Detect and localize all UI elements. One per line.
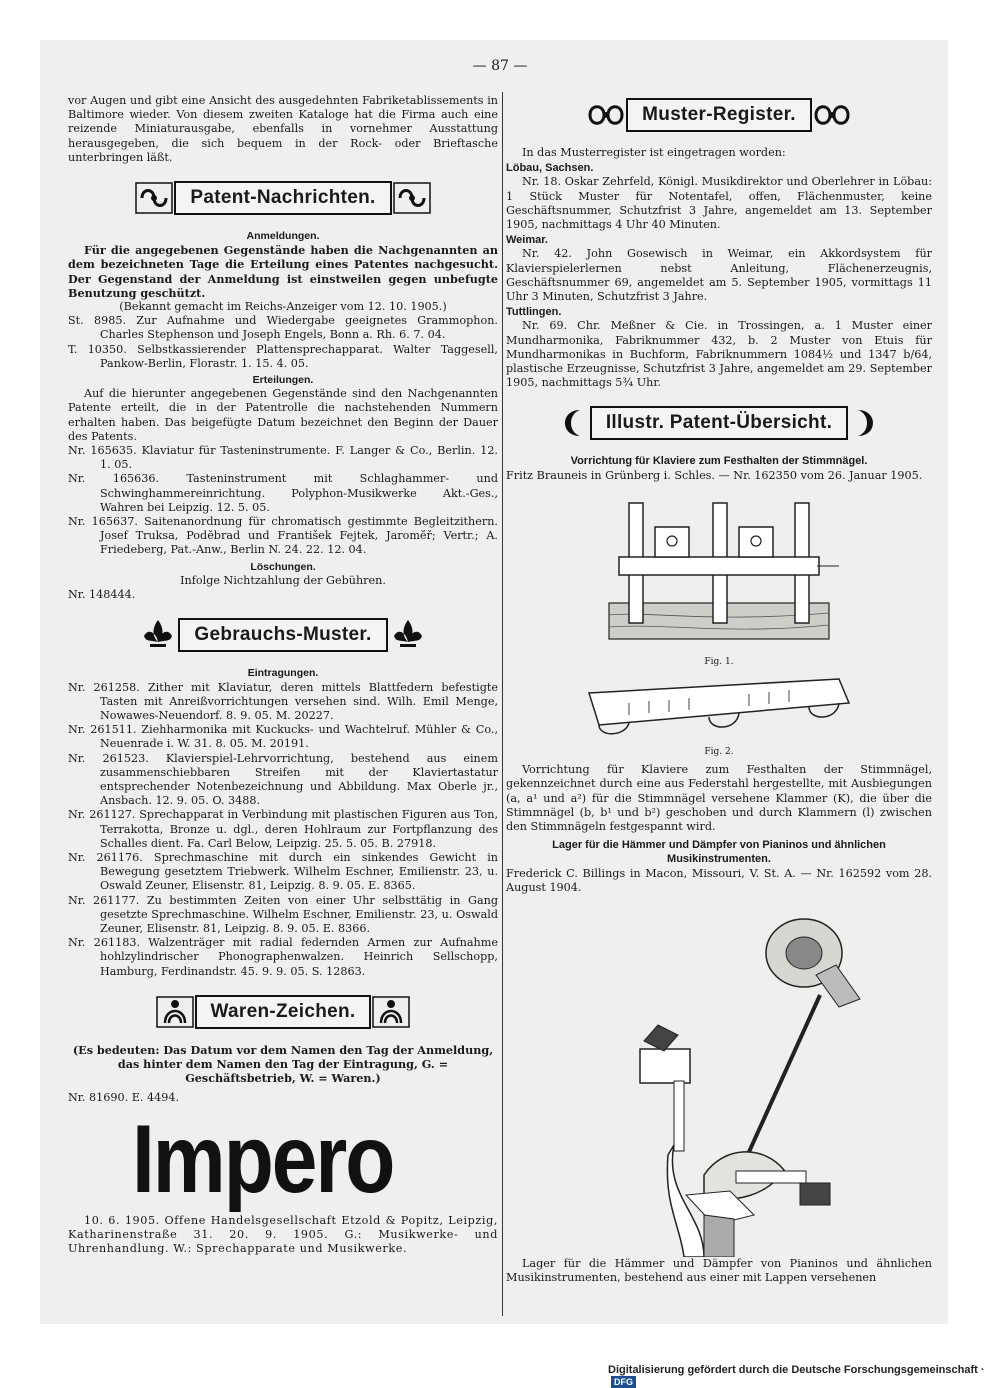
gebrauchs-muster-header: [68, 616, 498, 654]
ornament-left-icon: [155, 993, 195, 1031]
fleur-de-lis-left-icon: [138, 616, 178, 654]
patent-item1-title: Vorrichtung für Klaviere zum Festhalten der Stimmnägel.: [570, 455, 868, 468]
loeschungen-text: Infolge Nichtzahlung der Gebühren.: [180, 573, 386, 587]
list-item: Nr. 42. John Gosewisch in Weimar, ein Akkordsystem für Klavierspielerlernen nebst Anleitung, Flächenerzeugnis, Geschäftsnummer 69, angemeldet am 5. September 1905, vormittags 11 Uhr 3 Minuten, Schutzfrist 3 Jahre.: [506, 247, 932, 304]
anmeldungen-subheading: Anmeldungen.: [246, 230, 320, 243]
right-column: [506, 94, 932, 1286]
patent-item2-description: Lager für die Hämmer und Dämpfer von Pianinos und ähnlichen Musikinstrumenten, bestehend aus einer mit Lappen versehenen: [506, 1257, 932, 1285]
figure-2-spring-clamp: [569, 673, 869, 743]
page-number: — 87 —: [472, 58, 528, 74]
list-item: Nr. 261258. Zither mit Klaviatur, deren mittels Blattfedern befestigte Tasten mit Anreißvorrichtungen versehen sind. Wilh. Emil Menge, Nowawes-Neuendorf. 8. 9. 05. M. 20227.: [68, 680, 498, 722]
eintragungen-subheading: Eintragungen.: [247, 667, 319, 680]
anmeldungen-note: (Bekannt gemacht im Reichs-Anzeiger vom 12. 10. 1905.): [119, 300, 447, 314]
list-item: Nr. 69. Chr. Meßner & Cie. in Trossingen, a. 1 Muster einer Mundharmonika, Fabriknummer 432, b. 2 Muster von Etuis für Mundharmonikas in Buchform, Fabriknummern 1084½ und 1347 b/64, plastische Erzeugnisse, Schutzfrist 3 Jahre, angemeldet am 29. September 1905, nachmittags 5¾ Uhr.: [506, 319, 932, 390]
intro-paragraph: vor Augen und gibt eine Ansicht des ausgedehnten Fabriketablissements in Baltimore wieder. Von diesem zweiten Kataloge hat die Firma auch eine reizende Miniaturausgabe, ebenfalls in vornehmer Ausstattung herausgegeben, die sich bequem in der Rock- oder Brieftasche unterbringen läßt.: [68, 94, 498, 164]
fleur-de-lis-right-icon: [388, 616, 428, 654]
left-column: [68, 94, 498, 1256]
list-item: Nr. 148444.: [68, 588, 136, 602]
trademark-wordmark: Impero: [132, 1105, 394, 1213]
place-heading: Weimar.: [506, 234, 548, 247]
loeschungen-subheading: Löschungen.: [250, 560, 316, 573]
waren-zeichen-note: (Es bedeuten: Das Datum vor dem Namen den Tag der Anmeldung, das hinter dem Namen den Tag der Eintragung, G. = Geschäftsbetrieb, W. = Waren.): [72, 1042, 494, 1086]
patent-nachrichten-title: Patent-Nachrichten.: [174, 181, 391, 215]
illustr-patent-uebersicht-header: [506, 404, 932, 442]
list-item: T. 10350. Selbstkassierender Plattensprechapparat. Walter Taggesell, Pankow-Berlin, Florastr. 1. 15. 4. 05.: [68, 342, 498, 370]
place-heading: Löbau, Sachsen.: [506, 162, 594, 175]
ornament-right-icon: [812, 96, 852, 134]
anmeldungen-text: Für die angegebenen Gegenstände haben die Nachgenannten an dem bezeichneten Tage die Erteilung eines Patentes nachgesucht. Der Gegenstand der Anmeldung ist einstweilen gegen unbefugte Benutzung geschützt.: [68, 243, 498, 300]
ornament-right-icon: [392, 179, 432, 217]
muster-register-title: Muster-Register.: [626, 98, 812, 132]
scroll-left-icon: [550, 404, 590, 442]
list-item: Nr. 261523. Klavierspiel-Lehrvorrichtung, bestehend aus einem zusammenschiebbaren Streifen mit der Klaviertastatur entsprechender Notenbezeichnung und Abbildung. Max Oberle jr., Ansbach. 12. 9. 05. O. 3488.: [68, 751, 498, 808]
figure-1-tuning-pin-clamp: [589, 483, 849, 653]
column-rule: [502, 92, 503, 1316]
trademark-entry-number: Nr. 81690. E. 4494.: [68, 1091, 180, 1105]
figure-1-caption: Fig. 1.: [704, 656, 734, 667]
figure-hammer-action: [554, 895, 884, 1257]
list-item: Nr. 165637. Saitenanordnung für chromatisch gestimmte Begleitzithern. Josef Truksa, Podĕbrad und František Fejtek, Jaromĕř; Vertr.; A. Friedeberg, Pat.-Anw., Berlin N. 24. 22. 12. 04.: [68, 515, 498, 557]
waren-zeichen-title: Waren-Zeichen.: [195, 995, 372, 1029]
patent-item1-meta: Fritz Brauneis in Grünberg i. Schles. — Nr. 162350 vom 26. Januar 1905.: [506, 468, 923, 482]
gebrauchs-muster-title: Gebrauchs-Muster.: [178, 618, 387, 652]
patent-nachrichten-header: [68, 179, 498, 217]
list-item: Nr. 18. Oskar Zehrfeld, Königl. Musikdirektor und Oberlehrer in Löbau: 1 Stück Muster für Notentafel, offen, Flächenmuster, keine Geschäftsnummer, Schutzfrist 3 Jahre, angemeldet am 13. September 1905, nachmittags 4 Uhr 40 Minuten.: [506, 175, 932, 232]
patent-item1-description: Vorrichtung für Klaviere zum Festhalten der Stimmnägel, gekennzeichnet durch eine aus Federstahl hergestellte, mit Ausbiegungen (a, a¹ und a²) für die Stimmnägel versehene Klammer (K), die über die Stimmnägel (b, b¹ und b²) geschoben und durch Klammern (l) zwischen den Stimmnägeln festgespannt wird.: [506, 763, 932, 834]
waren-zeichen-header: [68, 993, 498, 1031]
scroll-right-icon: [848, 404, 888, 442]
list-item: Nr. 165636. Tasteninstrument mit Schlaghammer- und Schwinghammereinrichtung. Polyphon-Musikwerke Akt.-Ges., Wahren bei Leipzig. 12. 5. 05.: [68, 472, 498, 514]
muster-register-header: [506, 96, 932, 134]
list-item: Nr. 261183. Walzenträger mit radial federnden Armen zur Aufnahme hohlzylindrischer Phonographenwalzen. Heinrich Sellschopp, Hamburg, Ferdinandstr. 45. 9. 9. 05. S. 12863.: [68, 936, 498, 978]
list-item: St. 8985. Zur Aufnahme und Wiedergabe geeignetes Grammophon. Charles Stephenson und Joseph Engels, Bonn a. Rh. 6. 7. 04.: [68, 314, 498, 342]
muster-register-intro: In das Musterregister ist eingetragen worden:: [522, 146, 786, 159]
trademark-entry-text: 10. 6. 1905. Offene Handelsgesellschaft Etzold & Popitz, Leipzig, Katharinenstraße 31. 20. 9. 1905. G.: Musikwerke- und Uhrenhandlung. W.: Sprechapparate und Musikwerke.: [68, 1213, 498, 1255]
erteilungen-subheading: Erteilungen.: [252, 374, 314, 387]
erteilungen-text: Auf die hierunter angegebenen Gegenstände sind den Nachgenannten Patente erteilt, die in der Patentrolle die nachstehenden Nummern erhalten haben. Das beigefügte Datum bezeichnet den Beginn der Dauer des Patents.: [68, 387, 498, 443]
patent-item2-meta: Frederick C. Billings in Macon, Missouri, V. St. A. — Nr. 162592 vom 28. August 1904.: [506, 866, 932, 894]
place-heading: Tuttlingen.: [506, 306, 562, 319]
ornament-right-icon: [371, 993, 411, 1031]
list-item: Nr. 165635. Klaviatur für Tasteninstrumente. F. Langer & Co., Berlin. 12. 1. 05.: [68, 444, 498, 472]
list-item: Nr. 261511. Ziehharmonika mit Kuckucks- und Wachtelruf. Mühler & Co., Neuenrade i. W. 31. 8. 05. M. 20191.: [68, 723, 498, 751]
illustr-patent-uebersicht-title: Illustr. Patent-Übersicht.: [590, 406, 848, 440]
patent-item2-title: Lager für die Hämmer und Dämpfer von Pianinos und ähnlichen Musikinstrumenten.: [552, 839, 886, 866]
ornament-left-icon: [134, 179, 174, 217]
dfg-logo: DFG: [611, 1376, 636, 1388]
figure-2-caption: Fig. 2.: [704, 747, 734, 758]
ornament-left-icon: [586, 96, 626, 134]
footer-credit: [608, 1364, 1000, 1388]
list-item: Nr. 261127. Sprechapparat in Verbindung mit plastischen Figuren aus Ton, Terrakotta, Bronze u. dgl., deren Hohlraum zur Fortpflanzung des Schalles dient. Fa. Carl Below, Leipzig. 25. 5. 05. B. 27918.: [68, 808, 498, 850]
list-item: Nr. 261176. Sprechmaschine mit durch ein sinkendes Gewicht in Bewegung gesetztem Triebwerk. Wilhelm Eschner, Emilienstr. 23, u. Oswald Zeuner, Elisenstr. 81, Leipzig. 8. 9. 05. E. 8365.: [68, 850, 498, 893]
list-item: Nr. 261177. Zu bestimmten Zeiten von einer Uhr selbsttätig in Gang gesetzte Sprechmaschine. Wilhelm Eschner, Emilienstr. 23, u. Oswald Zeuner, Elisenstr. 81, Leipzig. 8. 9. 05. E. 8366.: [68, 893, 498, 935]
footer-text: Digitalisierung gefördert durch die Deutsche Forschungsgemeinschaft ·: [608, 1364, 985, 1376]
